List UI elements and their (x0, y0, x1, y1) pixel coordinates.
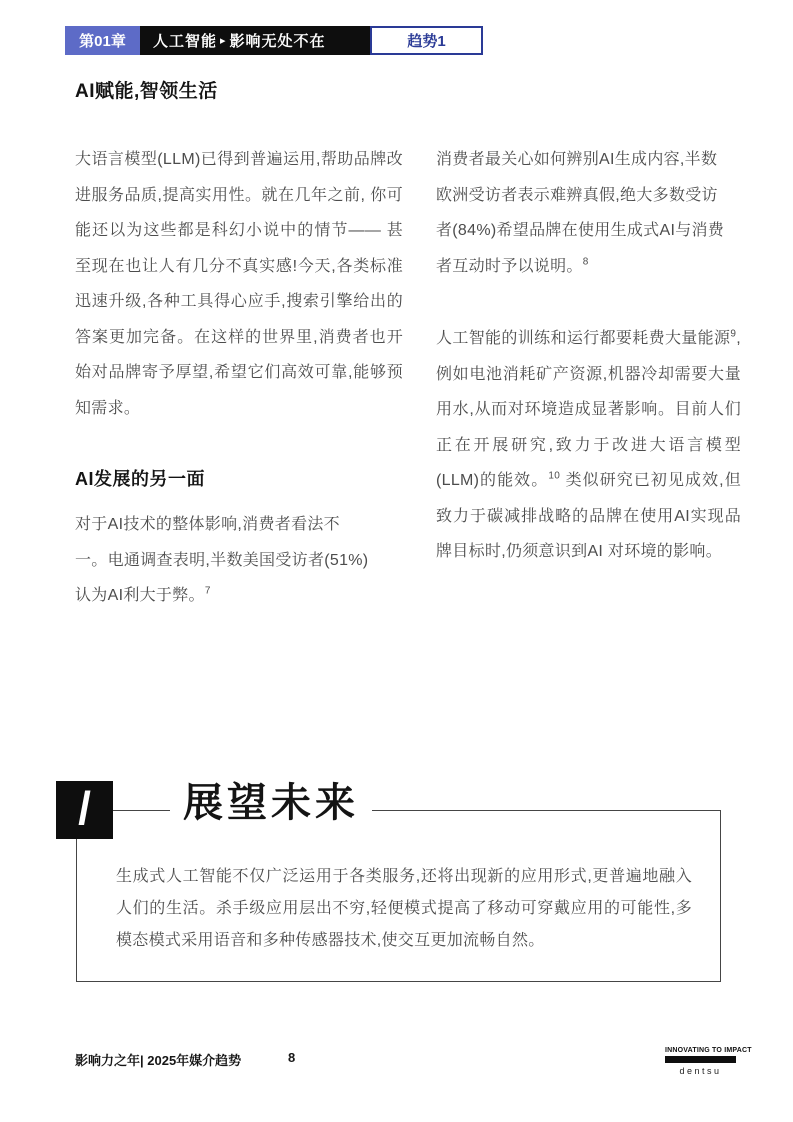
slash-glyph: / (78, 782, 91, 834)
section-title-bar (140, 26, 370, 55)
page-number: 8 (288, 1050, 296, 1065)
outlook-box (76, 810, 721, 982)
dentsu-logo (665, 1047, 752, 1076)
header-bar (65, 26, 483, 55)
logo-wordmark: dentsu (679, 1066, 722, 1076)
section-label-left: 人工智能 (153, 33, 218, 50)
subheading-other-side: AI发展的另一面 (75, 469, 205, 489)
chapter-badge: 第01章 (65, 26, 140, 55)
paragraph-genai-disclosure: 消费者最关心如何辨别AI生成内容,半数欧洲受访者表示难辨真假,绝大多数受访者(84%)希望品牌在使用生成式AI与消费者互动时予以说明。$^8$ (436, 151, 725, 275)
footer-report-title: 影响力之年| 2025年媒介趋势 (75, 1053, 242, 1068)
logo-tagline: INNOVATING TO IMPACT (665, 1047, 752, 1054)
section-label-right: 影响无处不在 (229, 33, 326, 50)
right-column (436, 142, 741, 614)
page-title: AI赋能,智领生活 (75, 81, 218, 102)
paragraph-survey-us: 对于AI技术的整体影响,消费者看法不一。电通调查表明,半数美国受访者(51%)认为AI利大于弊。$^7$ (75, 516, 369, 604)
paragraph-llm: 大语言模型(LLM)已得到普遍运用,帮助品牌改进服务品质,提高实用性。就在几年之前, 你可能还以为这些都是科幻小说中的情节—— 甚至现在也让人有几分不真实感!今天,各类标准迅速升级,各种工具得心应手,搜索引擎给出的答案更加完备。在这样的世界里,消费者也开始对品牌寄予厚望,希望它们高效可靠,能够预知需求。 (75, 151, 403, 417)
slash-icon (56, 781, 113, 839)
left-column (75, 142, 403, 614)
paragraph-energy: 人工智能的训练和运行都要耗费大量能源$^9$,例如电池消耗矿产资源,机器冷却需要大量用水,从而对环境造成显著影响。目前人们正在开展研究,致力于改进大语言模型(LLM)的能效。$^{10}$ 类似研究已初见成效,但致力于碳减排战略的品牌在使用AI实现品牌目标时,仍须意识到AI 对环境的影响。 (436, 328, 741, 560)
two-column-body (75, 142, 741, 614)
outlook-title: 展望未来 (170, 779, 372, 827)
trend-badge: 趋势1 (370, 26, 483, 55)
triangle-separator-icon: ▸ (220, 35, 227, 47)
paragraph-gap (436, 284, 741, 321)
outlook-body: 生成式人工智能不仅广泛运用于各类服务,还将出现新的应用形式,更普遍地融入人们的生活。杀手级应用层出不穷,轻便模式提高了移动可穿戴应用的可能性,多模态模式采用语音和多种传感器技术,使交互更加流畅自然。 (116, 868, 692, 949)
logo-bar-icon (665, 1056, 736, 1063)
